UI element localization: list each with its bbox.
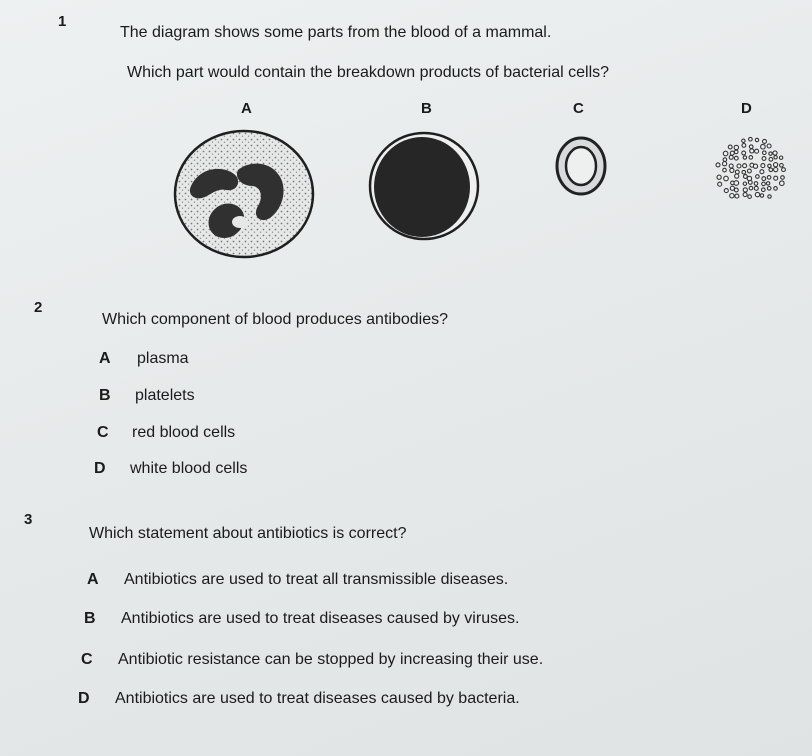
- platelet: [743, 182, 746, 185]
- platelet: [756, 175, 760, 179]
- platelet: [730, 186, 734, 190]
- platelet: [730, 168, 734, 172]
- platelet: [760, 170, 764, 174]
- platelet: [734, 145, 738, 149]
- question-2-text: Which component of blood produces antibodies?: [102, 311, 448, 328]
- platelet: [723, 158, 727, 162]
- platelet: [728, 145, 732, 149]
- platelet: [735, 194, 739, 198]
- platelet: [735, 170, 739, 174]
- platelet: [723, 168, 727, 172]
- platelet: [734, 150, 738, 154]
- platelet: [767, 144, 771, 148]
- q3-option-b-text: Antibiotics are used to treat diseases caused by viruses.: [121, 610, 520, 627]
- platelet: [717, 175, 721, 179]
- platelet: [724, 176, 729, 181]
- platelet: [749, 156, 753, 160]
- platelet: [749, 137, 753, 141]
- platelet: [729, 164, 733, 168]
- platelet: [774, 163, 778, 167]
- platelet: [754, 186, 758, 190]
- question-number-1: 1: [58, 13, 67, 30]
- platelet: [716, 163, 720, 167]
- platelets-diagram: [708, 134, 792, 206]
- platelet: [755, 138, 758, 141]
- q2-option-d-letter: D: [94, 460, 106, 477]
- platelet: [735, 174, 739, 178]
- platelet: [744, 175, 748, 179]
- platelet: [773, 151, 777, 155]
- platelet: [767, 176, 771, 180]
- q3-option-d-text: Antibiotics are used to treat diseases caused by bacteria.: [115, 690, 520, 707]
- platelet: [762, 157, 766, 161]
- lymphocyte-cell-diagram: [368, 130, 484, 242]
- platelet: [768, 164, 771, 167]
- q3-option-d-letter: D: [78, 690, 90, 707]
- platelet: [774, 187, 778, 191]
- platelet: [763, 139, 767, 143]
- platelet: [749, 186, 753, 190]
- platelet: [774, 176, 778, 180]
- q3-option-a-text: Antibiotics are used to treat all transmissible diseases.: [124, 571, 509, 588]
- q3-option-b-letter: B: [84, 610, 96, 627]
- platelet: [780, 181, 785, 186]
- platelet: [755, 192, 759, 196]
- platelet: [734, 156, 738, 160]
- platelet: [730, 151, 734, 155]
- platelet: [753, 164, 757, 168]
- platelet: [742, 151, 746, 155]
- platelet: [754, 182, 758, 186]
- platelet: [748, 169, 752, 173]
- question-number-3: 3: [24, 511, 33, 528]
- diagram-label-c: C: [573, 100, 584, 117]
- platelet: [755, 149, 759, 153]
- platelet: [774, 168, 778, 172]
- q3-option-c-letter: C: [81, 651, 93, 668]
- platelet: [761, 144, 766, 149]
- platelet: [743, 188, 747, 192]
- platelet: [766, 182, 769, 185]
- platelet: [743, 156, 746, 159]
- platelet: [749, 145, 753, 149]
- platelet: [723, 151, 728, 156]
- platelet: [769, 168, 773, 172]
- q2-option-a-letter: A: [99, 350, 111, 367]
- platelet: [782, 168, 786, 172]
- platelet: [781, 176, 785, 180]
- platelet: [762, 177, 766, 181]
- platelet: [768, 195, 771, 198]
- question-3-text: Which statement about antibiotics is correct?: [89, 525, 407, 542]
- platelet: [748, 181, 752, 185]
- q2-option-a-text: plasma: [137, 350, 189, 367]
- platelet: [734, 181, 739, 186]
- platelet: [762, 188, 766, 192]
- platelet: [718, 182, 722, 186]
- platelet: [748, 195, 752, 199]
- platelet: [760, 194, 763, 197]
- q2-option-b-text: platelets: [135, 387, 195, 404]
- q2-option-d-text: white blood cells: [130, 460, 248, 477]
- platelet: [734, 188, 738, 192]
- diagram-label-d: D: [741, 100, 752, 117]
- platelet: [742, 144, 746, 148]
- platelet: [779, 156, 782, 159]
- platelet: [743, 193, 747, 197]
- platelet: [761, 164, 765, 168]
- red-blood-cell-diagram: [553, 135, 609, 197]
- platelet: [750, 149, 754, 153]
- platelet: [730, 194, 734, 198]
- platelet: [769, 152, 772, 155]
- platelet: [743, 164, 747, 168]
- platelet: [742, 170, 746, 174]
- phagocyte-cell-diagram: [172, 126, 318, 264]
- platelet: [780, 164, 784, 168]
- platelet: [742, 139, 745, 142]
- q3-option-c-text: Antibiotic resistance can be stopped by increasing their use.: [118, 651, 544, 668]
- platelet: [767, 187, 771, 191]
- q2-option-b-letter: B: [99, 387, 111, 404]
- question-1-stem: The diagram shows some parts from the blood of a mammal.: [120, 24, 552, 41]
- platelet: [724, 189, 728, 193]
- platelet: [729, 155, 733, 159]
- platelet: [723, 162, 727, 166]
- platelet: [737, 164, 741, 168]
- question-1-text: Which part would contain the breakdown products of bacterial cells?: [127, 64, 610, 81]
- platelet: [769, 157, 773, 161]
- diagram-label-b: B: [421, 100, 432, 117]
- platelet: [774, 156, 777, 159]
- q2-option-c-text: red blood cells: [132, 424, 236, 441]
- q3-option-a-letter: A: [87, 571, 99, 588]
- question-number-2: 2: [34, 299, 43, 316]
- platelet: [763, 151, 767, 155]
- platelet: [762, 182, 766, 186]
- diagram-label-a: A: [241, 100, 252, 117]
- q2-option-c-letter: C: [97, 424, 109, 441]
